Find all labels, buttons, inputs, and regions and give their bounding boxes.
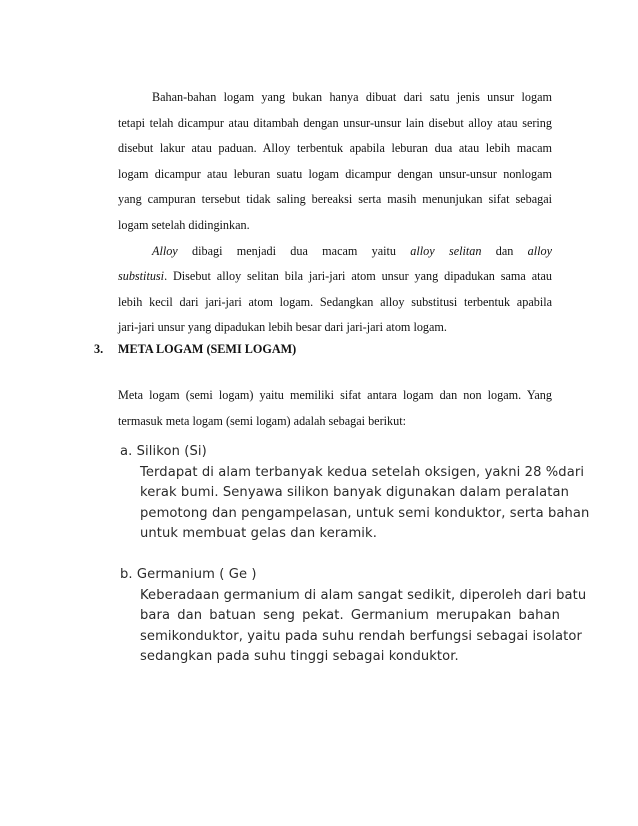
item-line: semikonduktor, yaitu pada suhu rendah berfungsi sebagai isolator [140,628,583,644]
paragraph-line: logam dicampur atau leburan suatu logam dicampur dengan unsur-unsur nonlogam [118,166,552,181]
item-body [140,586,587,668]
italic-term: substitusi [118,269,165,284]
alloy-types-paragraph [118,239,552,341]
italic-term: alloy [527,243,552,258]
paragraph-line: Bahan-bahan logam yang bukan hanya dibuat dari satu jenis unsur logam [152,90,552,104]
text-fragment: dibagi menjadi dua macam yaitu [192,243,397,258]
item-line: untuk membuat gelas dan keramik. [140,526,377,542]
italic-term: Alloy [152,243,178,258]
item-title: b. Germanium ( Ge ) [120,567,257,582]
paragraph-line: termasuk meta logam (semi logam) adalah sebagai berikut: [118,413,407,428]
italic-term: alloy selitan [410,243,482,258]
paragraph-line: yang campuran tersebut tidak saling bereaksi serta masih menunjukan sifat sebagai [118,192,552,207]
paragraph-line: tetapi telah dicampur atau ditambah dengan unsur-unsur lain disebut alloy atau sering [118,115,552,130]
paragraph-line: disebut lakur atau paduan. Alloy terbentuk apabila leburan dua atau lebih macam [118,141,552,156]
item-line: kerak bumi. Senyawa silikon banyak digunakan dalam peralatan [140,485,569,501]
silikon-item [120,444,590,554]
paragraph-line: jari-jari unsur yang dipadukan lebih besar dari jari-jari atom logam. [118,320,447,335]
section-intro-paragraph [118,383,552,434]
section-number: 3. [94,342,104,356]
section-title: META LOGAM (SEMI LOGAM) [118,342,297,356]
text-fragment: . Disebut alloy selitan bila jari-jari atom unsur yang dipadukan sama atau [164,269,552,284]
germanium-item [120,567,587,677]
paragraph-line: lebih kecil dari jari-jari atom logam. Sedangkan alloy substitusi terbentuk apabila [118,294,552,309]
paragraph-line: logam setelah didinginkan. [118,217,250,232]
item-line: Terdapat di alam terbanyak kedua setelah oksigen, yakni 28 %dari [140,465,585,480]
item-line: sedangkan pada suhu tinggi sebagai konduktor. [140,649,459,665]
alloy-definition-paragraph [118,85,552,239]
paragraph-line [118,264,552,290]
paragraph-line [118,239,552,265]
item-line: pemotong dan pengampelasan, untuk semi konduktor, serta bahan [140,505,590,521]
item-body [140,463,590,545]
item-line: bara dan batuan seng pekat. Germanium merupakan bahan [140,608,560,624]
text-fragment: dan [495,243,514,258]
paragraph-line: Meta logam (semi logam) yaitu memiliki sifat antara logam dan non logam. Yang [118,388,552,402]
item-line: Keberadaan germanium di alam sangat sedikit, diperoleh dari batu [140,588,587,603]
item-title: a. Silikon (Si) [120,444,207,459]
